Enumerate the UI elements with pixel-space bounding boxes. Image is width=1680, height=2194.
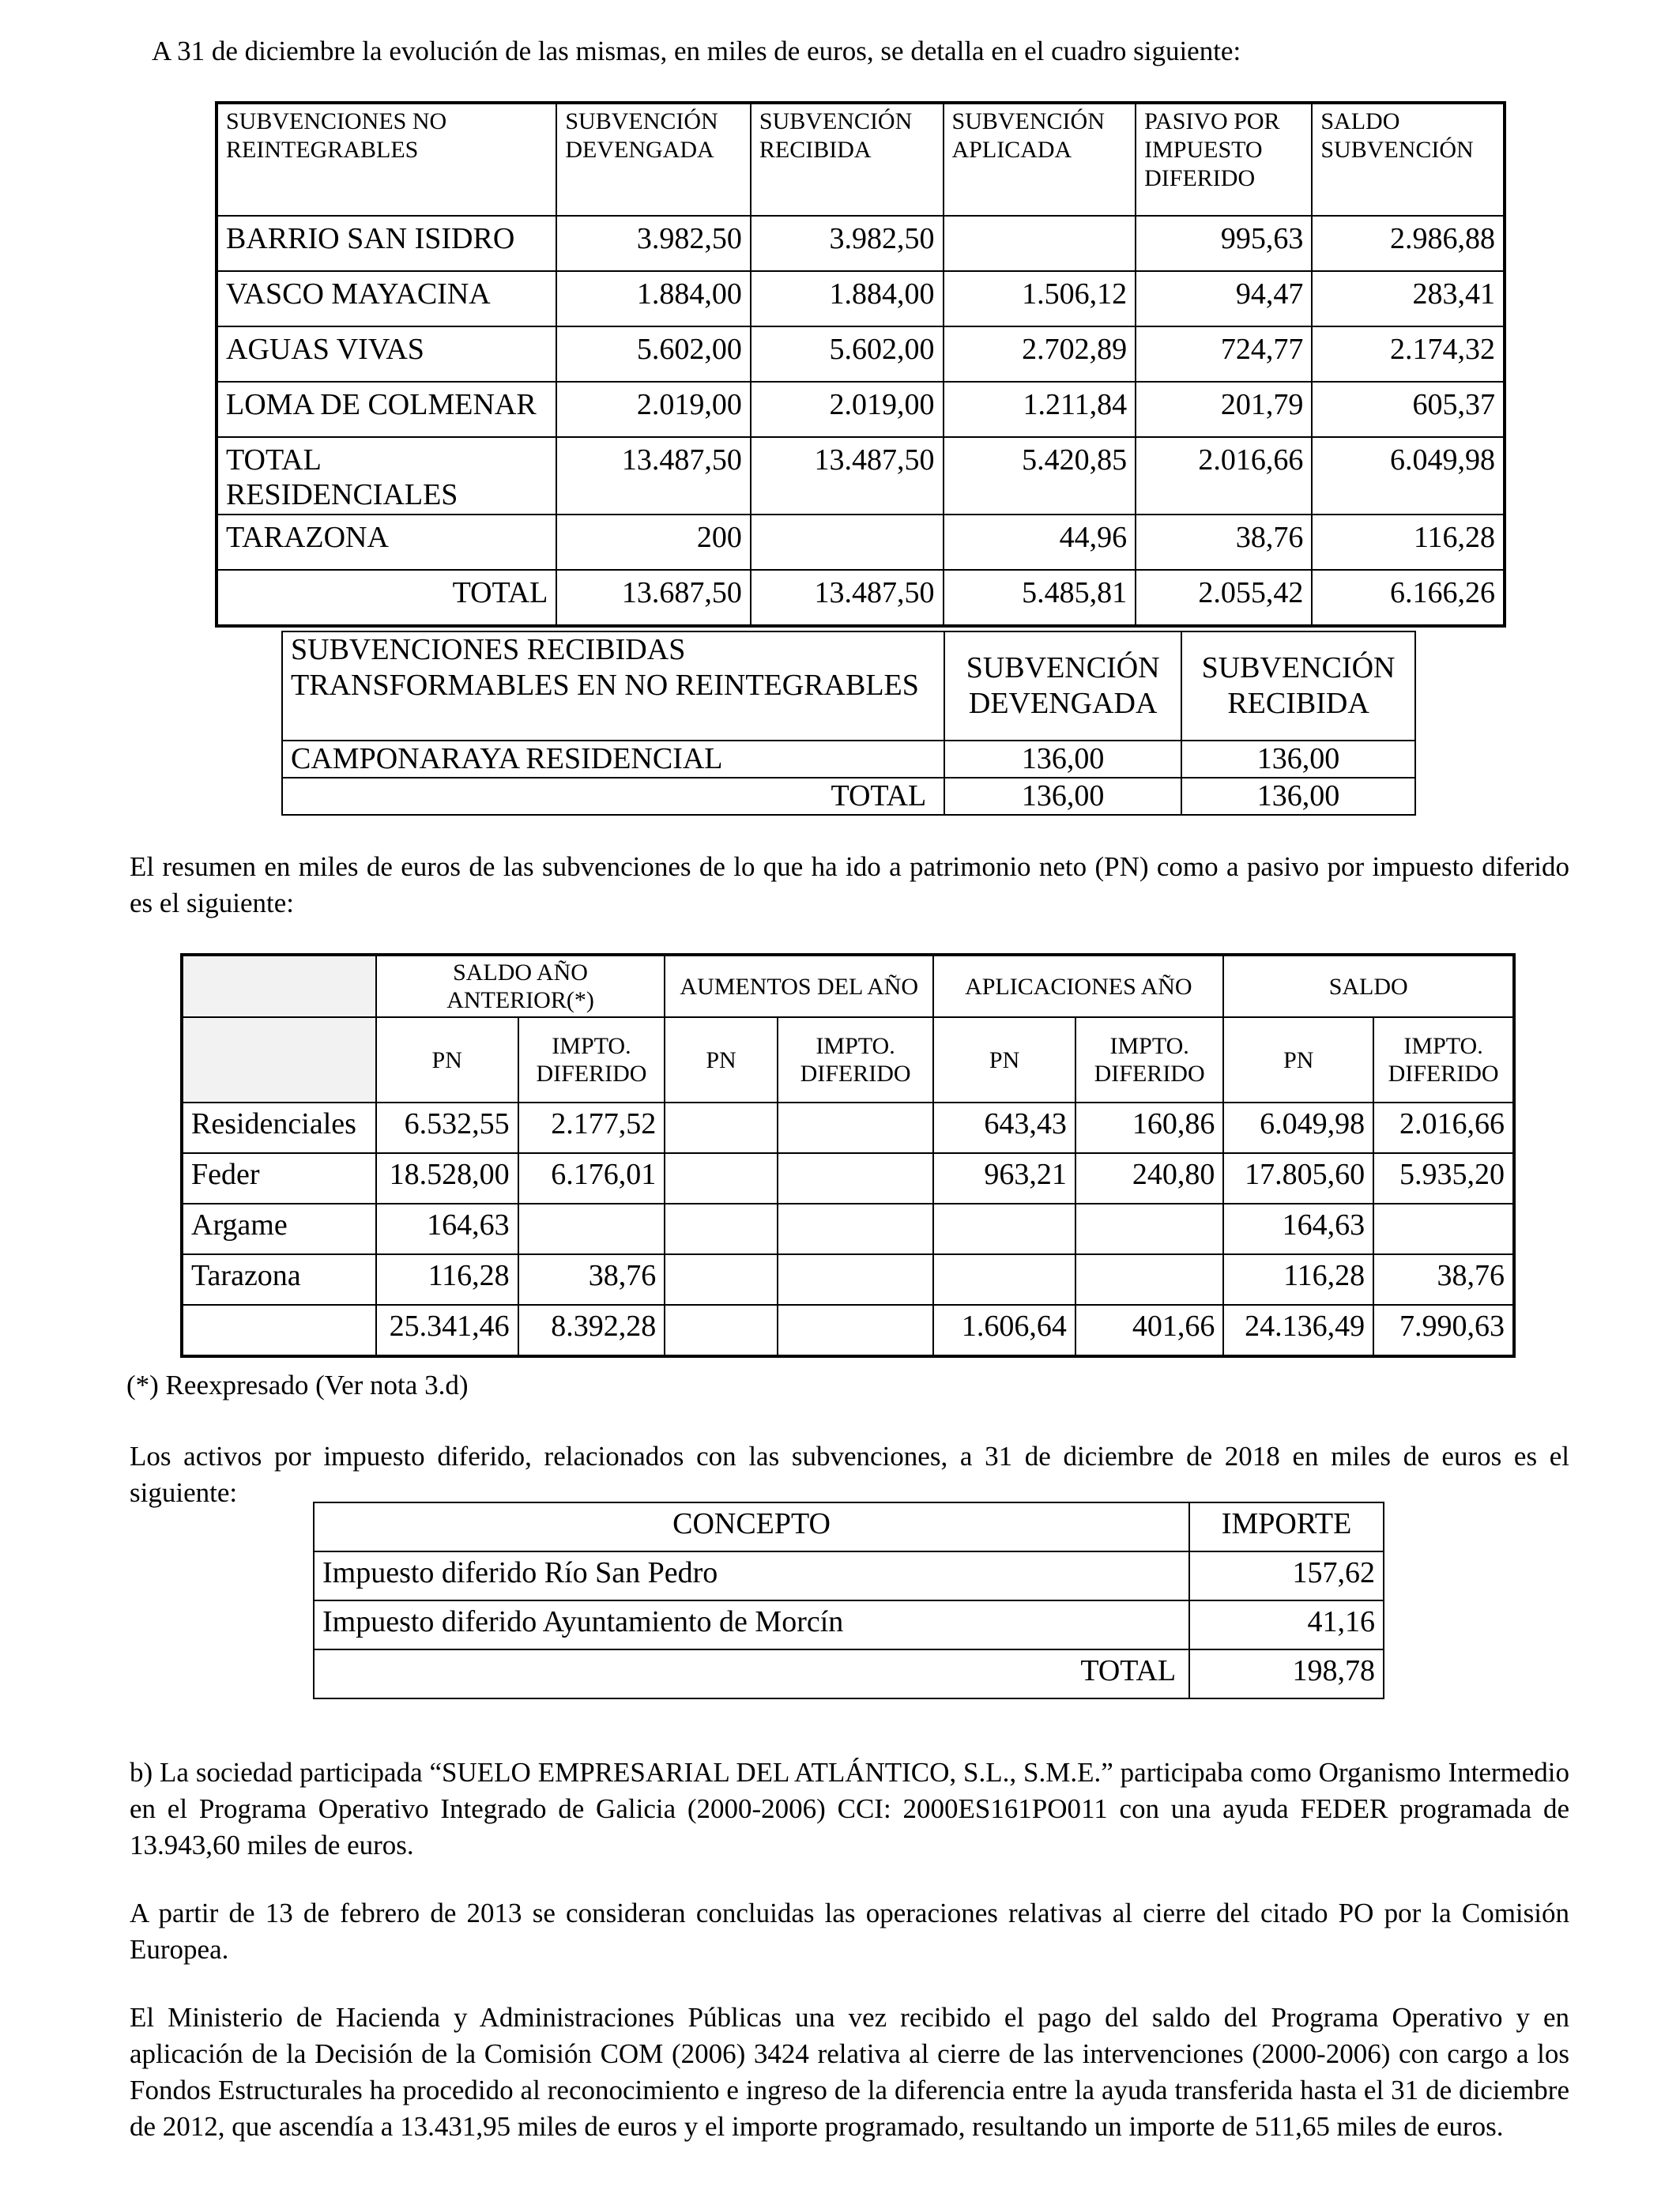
resumen-pn-table [180, 953, 1516, 1358]
cell: 13.487,50 [751, 437, 944, 515]
row-label: Residenciales [182, 1103, 376, 1153]
header-cell: SUBVENCIÓN APLICADA [944, 103, 1136, 216]
cell: 25.341,46 [376, 1305, 518, 1356]
subheader-cell: IMPTO. DIFERIDO [1373, 1017, 1514, 1103]
table-row [182, 1153, 1514, 1204]
cell: 605,37 [1312, 382, 1505, 437]
paragraph-c: A partir de 13 de febrero de 2013 se consideran concluidas las operaciones relativas al cierre del citado PO por la Comisión Europea. [130, 1898, 1569, 1965]
subheader-cell: PN [665, 1017, 778, 1103]
cell: 157,62 [1189, 1551, 1384, 1600]
row-label: BARRIO SAN ISIDRO [217, 216, 556, 271]
table-row [314, 1551, 1384, 1600]
row-label: CAMPONARAYA RESIDENCIAL [282, 741, 944, 778]
table-row [217, 437, 1505, 515]
subheader-cell: PN [376, 1017, 518, 1103]
cell: 1.884,00 [556, 271, 751, 326]
header-cell: SUBVENCIÓN RECIBIDA [751, 103, 944, 216]
total-label: TOTAL [217, 570, 556, 626]
empty-cell [182, 955, 376, 1017]
cell: 1.606,64 [933, 1305, 1075, 1356]
table-row [217, 382, 1505, 437]
cell [933, 1254, 1075, 1305]
table-row [182, 1103, 1514, 1153]
cell [1075, 1254, 1224, 1305]
cell [665, 1254, 778, 1305]
cell: 2.174,32 [1312, 326, 1505, 382]
cell: 2.177,52 [518, 1103, 665, 1153]
table-row [217, 326, 1505, 382]
paragraph-activos: Los activos por impuesto diferido, relacionados con las subvenciones, a 31 de diciembre de 2018 en miles de euros es el siguiente: [130, 1441, 1569, 1508]
header-cell: SUBVENCIÓN DEVENGADA [556, 103, 751, 216]
table-total-row [217, 570, 1505, 626]
cell: 2.016,66 [1373, 1103, 1514, 1153]
empty-cell [182, 1017, 376, 1103]
table-row [217, 216, 1505, 271]
row-label: VASCO MAYACINA [217, 271, 556, 326]
cell: 6.176,01 [518, 1153, 665, 1204]
group-header: AUMENTOS DEL AÑO [665, 955, 933, 1017]
cell: 94,47 [1136, 271, 1312, 326]
cell [1373, 1204, 1514, 1254]
cell: 160,86 [1075, 1103, 1224, 1153]
subheader-cell: IMPTO. DIFERIDO [778, 1017, 933, 1103]
table-subheader-row [182, 1017, 1514, 1103]
header-cell: SALDO SUBVENCIÓN [1312, 103, 1505, 216]
cell: 2.019,00 [556, 382, 751, 437]
row-label [182, 1305, 376, 1356]
cell [944, 216, 1136, 271]
cell: 5.602,00 [751, 326, 944, 382]
row-label: TOTAL RESIDENCIALES [217, 437, 556, 515]
cell: 5.485,81 [944, 570, 1136, 626]
subheader-cell: IMPTO. DIFERIDO [1075, 1017, 1224, 1103]
cell: 13.487,50 [751, 570, 944, 626]
header-cell: IMPORTE [1189, 1502, 1384, 1551]
cell: 1.211,84 [944, 382, 1136, 437]
group-header: SALDO [1223, 955, 1514, 1017]
footnote: (*) Reexpresado (Ver nota 3.d) [126, 1370, 469, 1400]
header-cell: CONCEPTO [314, 1502, 1189, 1551]
cell: 995,63 [1136, 216, 1312, 271]
table-row [282, 741, 1415, 778]
cell: 283,41 [1312, 271, 1505, 326]
cell: 136,00 [944, 778, 1181, 815]
table-row [314, 1600, 1384, 1649]
cell: 2.016,66 [1136, 437, 1312, 515]
cell: 164,63 [376, 1204, 518, 1254]
cell [933, 1204, 1075, 1254]
table-group-header-row [182, 955, 1514, 1017]
row-label: TARAZONA [217, 515, 556, 570]
cell [778, 1305, 933, 1356]
cell: 136,00 [944, 741, 1181, 778]
header-cell: PASIVO POR IMPUESTO DIFERIDO [1136, 103, 1312, 216]
cell: 2.055,42 [1136, 570, 1312, 626]
row-label: LOMA DE COLMENAR [217, 382, 556, 437]
cell: 2.986,88 [1312, 216, 1505, 271]
table-total-row [182, 1305, 1514, 1356]
row-label: Argame [182, 1204, 376, 1254]
cell: 5.420,85 [944, 437, 1136, 515]
table-row [217, 271, 1505, 326]
cell: 724,77 [1136, 326, 1312, 382]
cell: 963,21 [933, 1153, 1075, 1204]
cell: 240,80 [1075, 1153, 1224, 1204]
cell: 5.935,20 [1373, 1153, 1514, 1204]
cell: 38,76 [518, 1254, 665, 1305]
table-header-row [282, 631, 1415, 741]
cell: 1.506,12 [944, 271, 1136, 326]
total-label: TOTAL [282, 778, 944, 815]
row-label: Feder [182, 1153, 376, 1204]
cell: 24.136,49 [1223, 1305, 1373, 1356]
cell: 116,28 [1312, 515, 1505, 570]
cell: 17.805,60 [1223, 1153, 1373, 1204]
table-total-row [314, 1649, 1384, 1698]
header-cell: SUBVENCIÓN RECIBIDA [1181, 631, 1415, 741]
transformables-table [281, 631, 1416, 816]
cell [778, 1204, 933, 1254]
group-header: APLICACIONES AÑO [933, 955, 1223, 1017]
cell: 2.702,89 [944, 326, 1136, 382]
subvenciones-table [215, 101, 1506, 628]
row-label: Impuesto diferido Ayuntamiento de Morcín [314, 1600, 1189, 1649]
table-row [182, 1204, 1514, 1254]
cell: 136,00 [1181, 778, 1415, 815]
row-label: AGUAS VIVAS [217, 326, 556, 382]
cell: 2.019,00 [751, 382, 944, 437]
cell: 3.982,50 [556, 216, 751, 271]
row-label: Impuesto diferido Río San Pedro [314, 1551, 1189, 1600]
cell [778, 1153, 933, 1204]
cell: 44,96 [944, 515, 1136, 570]
table-row [217, 515, 1505, 570]
activos-impuesto-table [313, 1502, 1384, 1699]
cell [665, 1305, 778, 1356]
cell: 13.487,50 [556, 437, 751, 515]
cell: 13.687,50 [556, 570, 751, 626]
cell: 3.982,50 [751, 216, 944, 271]
paragraph-d: El Ministerio de Hacienda y Administraciones Públicas una vez recibido el pago del saldo del Programa Operativo y en aplicación de la Decisión de la Comisión COM (2006) 3424 relativa al cierre de las intervenciones (2000-2006) con cargo a los Fondos Estructurales ha procedido al reconocimiento e ingreso de la diferencia entre la ayuda transferida hasta el 31 de diciembre de 2012, que ascendía a 13.431,95 miles de euros y el importe programado, resultando un importe de 511,65 miles de euros. [130, 2002, 1569, 2142]
cell [1075, 1204, 1224, 1254]
cell: 401,66 [1075, 1305, 1224, 1356]
table-total-row [282, 778, 1415, 815]
cell: 116,28 [376, 1254, 518, 1305]
cell: 38,76 [1136, 515, 1312, 570]
cell: 116,28 [1223, 1254, 1373, 1305]
cell: 41,16 [1189, 1600, 1384, 1649]
header-cell: SUBVENCIONES NO REINTEGRABLES [217, 103, 556, 216]
group-header: SALDO AÑO ANTERIOR(*) [376, 955, 665, 1017]
paragraph-b: b) La sociedad participada “SUELO EMPRESARIAL DEL ATLÁNTICO, S.L., S.M.E.” participaba como Organismo Intermedio en el Programa Operativo Integrado de Galicia (2000-2006) CCI: 2000ES161PO011 con una ayuda FEDER programada de 13.943,60 miles de euros. [130, 1757, 1569, 1860]
cell: 8.392,28 [518, 1305, 665, 1356]
table-row [182, 1254, 1514, 1305]
cell: 164,63 [1223, 1204, 1373, 1254]
cell: 18.528,00 [376, 1153, 518, 1204]
table-header-row [217, 103, 1505, 216]
cell [751, 515, 944, 570]
row-label: Tarazona [182, 1254, 376, 1305]
intro-text: A 31 de diciembre la evolución de las mismas, en miles de euros, se detalla en el cuadro siguiente: [152, 36, 1241, 66]
cell [778, 1103, 933, 1153]
subheader-cell: PN [933, 1017, 1075, 1103]
cell: 201,79 [1136, 382, 1312, 437]
header-cell: SUBVENCIÓN DEVENGADA [944, 631, 1181, 741]
header-cell: SUBVENCIONES RECIBIDAS TRANSFORMABLES EN NO REINTEGRABLES [282, 631, 944, 741]
cell: 136,00 [1181, 741, 1415, 778]
subheader-cell: IMPTO. DIFERIDO [518, 1017, 665, 1103]
cell: 38,76 [1373, 1254, 1514, 1305]
table-header-row [314, 1502, 1384, 1551]
subheader-cell: PN [1223, 1017, 1373, 1103]
cell: 6.049,98 [1223, 1103, 1373, 1153]
total-label: TOTAL [314, 1649, 1189, 1698]
cell: 7.990,63 [1373, 1305, 1514, 1356]
cell: 198,78 [1189, 1649, 1384, 1698]
cell [778, 1254, 933, 1305]
cell: 6.049,98 [1312, 437, 1505, 515]
cell: 6.166,26 [1312, 570, 1505, 626]
cell [665, 1204, 778, 1254]
cell: 6.532,55 [376, 1103, 518, 1153]
cell: 200 [556, 515, 751, 570]
cell [665, 1153, 778, 1204]
cell: 643,43 [933, 1103, 1075, 1153]
cell [665, 1103, 778, 1153]
paragraph-resumen: El resumen en miles de euros de las subvenciones de lo que ha ido a patrimonio neto (PN) como a pasivo por impuesto diferido es el siguiente: [130, 851, 1569, 918]
cell: 5.602,00 [556, 326, 751, 382]
cell: 1.884,00 [751, 271, 944, 326]
cell [518, 1204, 665, 1254]
